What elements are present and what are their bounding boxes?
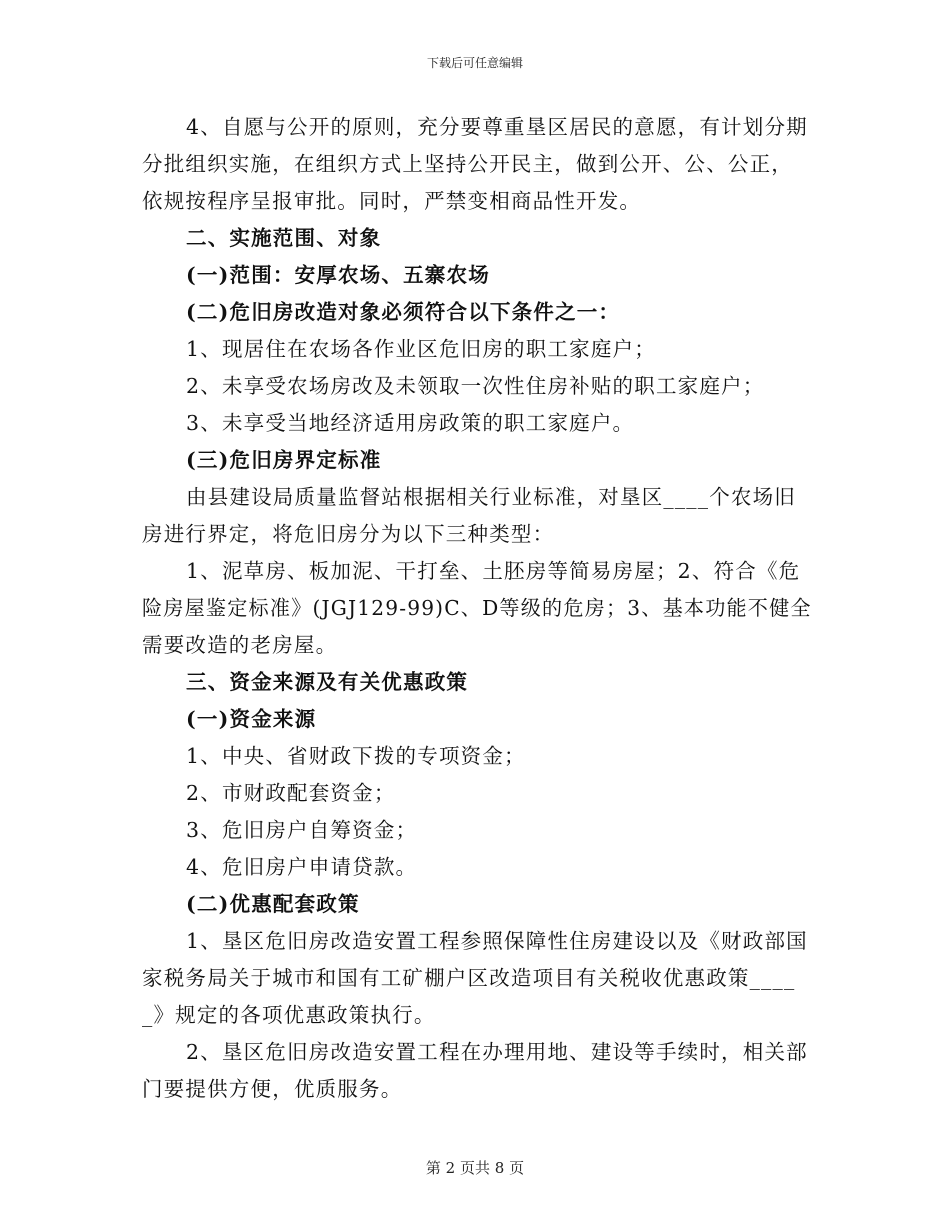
list-item: 1、中央、省财政下拨的专项资金；: [186, 744, 526, 768]
paragraph-line: 险房屋鉴定标准》(JGJ129-99)C、D等级的危房；3、基本功能不健全: [142, 596, 812, 620]
paragraph-line: 1、泥草房、板加泥、干打垒、土胚房等简易房屋；2、符合《危: [186, 559, 801, 583]
subsection-heading: (三)危旧房界定标准: [186, 448, 382, 472]
paragraph-line: 1、垦区危旧房改造安置工程参照保障性住房建设以及《财政部国: [186, 929, 808, 953]
list-item: 3、未享受当地经济适用房政策的职工家庭户。: [186, 411, 635, 435]
paragraph-line: 4、自愿与公开的原则，充分要尊重垦区居民的意愿，有计划分期: [186, 115, 808, 139]
paragraph-line: 2、垦区危旧房改造安置工程在办理用地、建设等手续时，相关部: [186, 1040, 808, 1064]
paragraph-line: 分批组织实施，在组织方式上坚持公开民主，做到公开、公、公正，: [142, 152, 793, 176]
subsection-heading: (一)资金来源: [186, 707, 317, 731]
subsection-heading: (一)范围：安厚农场、五寨农场: [186, 263, 490, 287]
list-item: 2、市财政配套资金；: [186, 781, 396, 805]
list-item: 4、危旧房户申请贷款。: [186, 855, 418, 879]
subsection-heading: (二)危旧房改造对象必须符合以下条件之一：: [186, 300, 621, 324]
paragraph-line: 由县建设局质量监督站根据相关行业标准，对垦区____个农场旧: [186, 485, 796, 509]
paragraph-line: _》规定的各项优惠政策执行。: [142, 1003, 436, 1027]
page-header-note: 下载后可任意编辑: [426, 56, 523, 70]
section-heading: 三、资金来源及有关优惠政策: [186, 670, 469, 694]
subsection-heading: (二)优惠配套政策: [186, 892, 360, 916]
paragraph-line: 房进行界定，将危旧房分为以下三种类型：: [142, 522, 555, 546]
list-item: 3、危旧房户自筹资金；: [186, 818, 418, 842]
list-item: 1、现居住在农场各作业区危旧房的职工家庭户；: [186, 337, 656, 361]
paragraph-line: 门要提供方便，优质服务。: [142, 1077, 403, 1101]
section-heading: 二、实施范围、对象: [186, 226, 382, 250]
paragraph-line: 依规按程序呈报审批。同时，严禁变相商品性开发。: [142, 189, 642, 213]
list-item: 2、未享受农场房改及未领取一次性住房补贴的职工家庭户；: [186, 374, 765, 398]
page-footer-number: 第 2 页共 8 页: [425, 1159, 525, 1177]
paragraph-line: 需要改造的老房屋。: [142, 633, 338, 657]
paragraph-line: 家税务局关于城市和国有工矿棚户区改造项目有关税收优惠政策____: [142, 966, 796, 990]
